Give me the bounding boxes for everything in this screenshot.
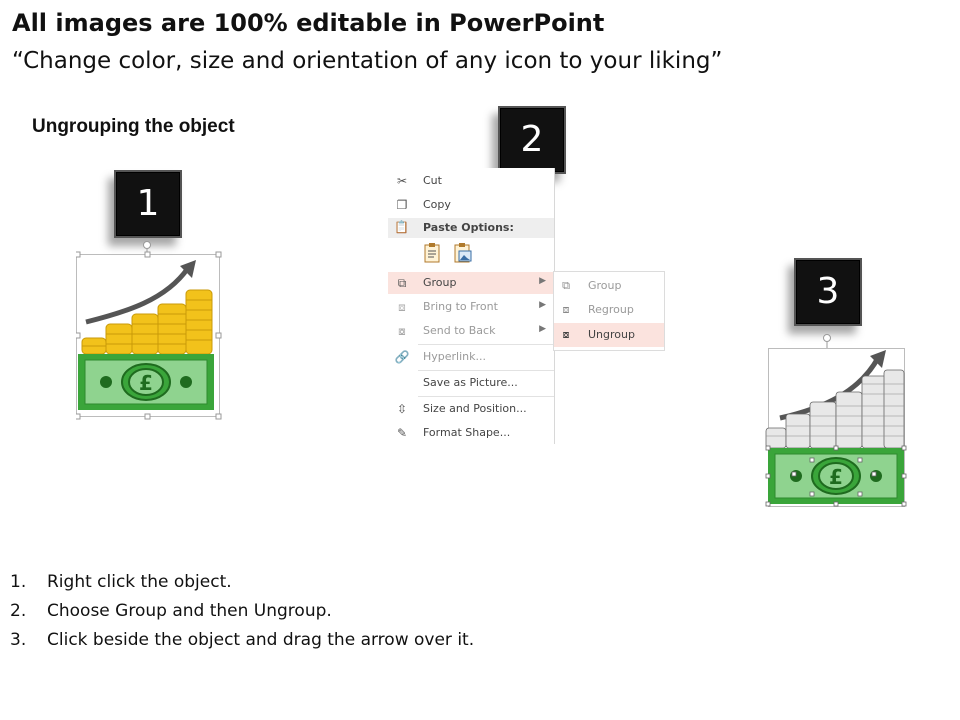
money-graphic-grouped[interactable] — [76, 240, 226, 420]
submenu-item-group[interactable]: ⧉ Group — [554, 274, 664, 298]
regroup-icon: ⧈ — [562, 303, 570, 316]
money-growth-ungrouped-icon — [764, 332, 910, 512]
money-growth-icon — [76, 240, 226, 420]
submenu-arrow-icon: ▶ — [539, 324, 546, 334]
pound-symbol: £ — [139, 371, 153, 395]
paste-icon: 📋 — [394, 220, 409, 234]
group-icon: ⧉ — [397, 276, 407, 290]
menu-item-cut[interactable]: ✂ Cut — [388, 170, 554, 192]
page-title: All images are 100% editable in PowerPoint — [12, 9, 605, 37]
step-badge-3: 3 — [794, 258, 862, 326]
menu-item-hyperlink[interactable]: 🔗 Hyperlink... — [394, 350, 486, 364]
paste-picture-button[interactable] — [452, 242, 474, 264]
menu-separator — [418, 370, 554, 371]
submenu-item-regroup[interactable]: ⧈ Regroup — [554, 298, 664, 322]
send-back-icon: ⧇ — [398, 324, 406, 338]
group-icon: ⧉ — [562, 279, 570, 292]
paste-text-icon — [422, 242, 444, 264]
pound-symbol: £ — [829, 465, 843, 489]
menu-item-format-shape[interactable]: ✎ Format Shape... — [388, 422, 554, 444]
page-subtitle: “Change color, size and orientation of any icon to your liking” — [12, 48, 723, 74]
submenu-arrow-icon: ▶ — [539, 300, 546, 310]
group-submenu — [553, 271, 665, 351]
menu-item-send-to-back[interactable]: ⧇ Send to Back ▶ — [388, 320, 554, 342]
submenu-item-ungroup[interactable]: ⧇ Ungroup — [554, 323, 664, 347]
context-menu — [388, 168, 555, 444]
copy-icon: ❐ — [396, 198, 408, 212]
size-position-icon: ⇳ — [396, 402, 408, 416]
menu-item-size-and-position[interactable]: ⇳ Size and Position... — [388, 398, 554, 420]
step-badge-1: 1 — [114, 170, 182, 238]
format-shape-icon: ✎ — [396, 426, 408, 440]
menu-separator — [418, 344, 554, 345]
menu-item-group[interactable]: ⧉ Group ▶ — [388, 272, 554, 294]
paste-picture-icon — [452, 242, 474, 264]
paste-options-header: 📋 Paste Options: — [388, 218, 554, 238]
step-badge-2: 2 — [498, 106, 566, 174]
menu-item-copy[interactable]: ❐ Copy — [388, 194, 554, 216]
bring-front-icon: ⧈ — [398, 300, 406, 314]
menu-separator — [418, 396, 554, 397]
scissors-icon: ✂ — [396, 174, 408, 188]
paste-keep-text-button[interactable] — [422, 242, 444, 264]
ungroup-icon: ⧇ — [562, 328, 570, 341]
menu-item-save-as-picture[interactable]: Save as Picture... — [423, 376, 518, 389]
submenu-arrow-icon: ▶ — [539, 276, 546, 286]
hyperlink-icon: 🔗 — [394, 350, 410, 364]
section-heading: Ungrouping the object — [32, 116, 235, 137]
menu-item-bring-to-front[interactable]: ⧈ Bring to Front ▶ — [388, 296, 554, 318]
money-graphic-ungrouped[interactable] — [764, 332, 910, 512]
